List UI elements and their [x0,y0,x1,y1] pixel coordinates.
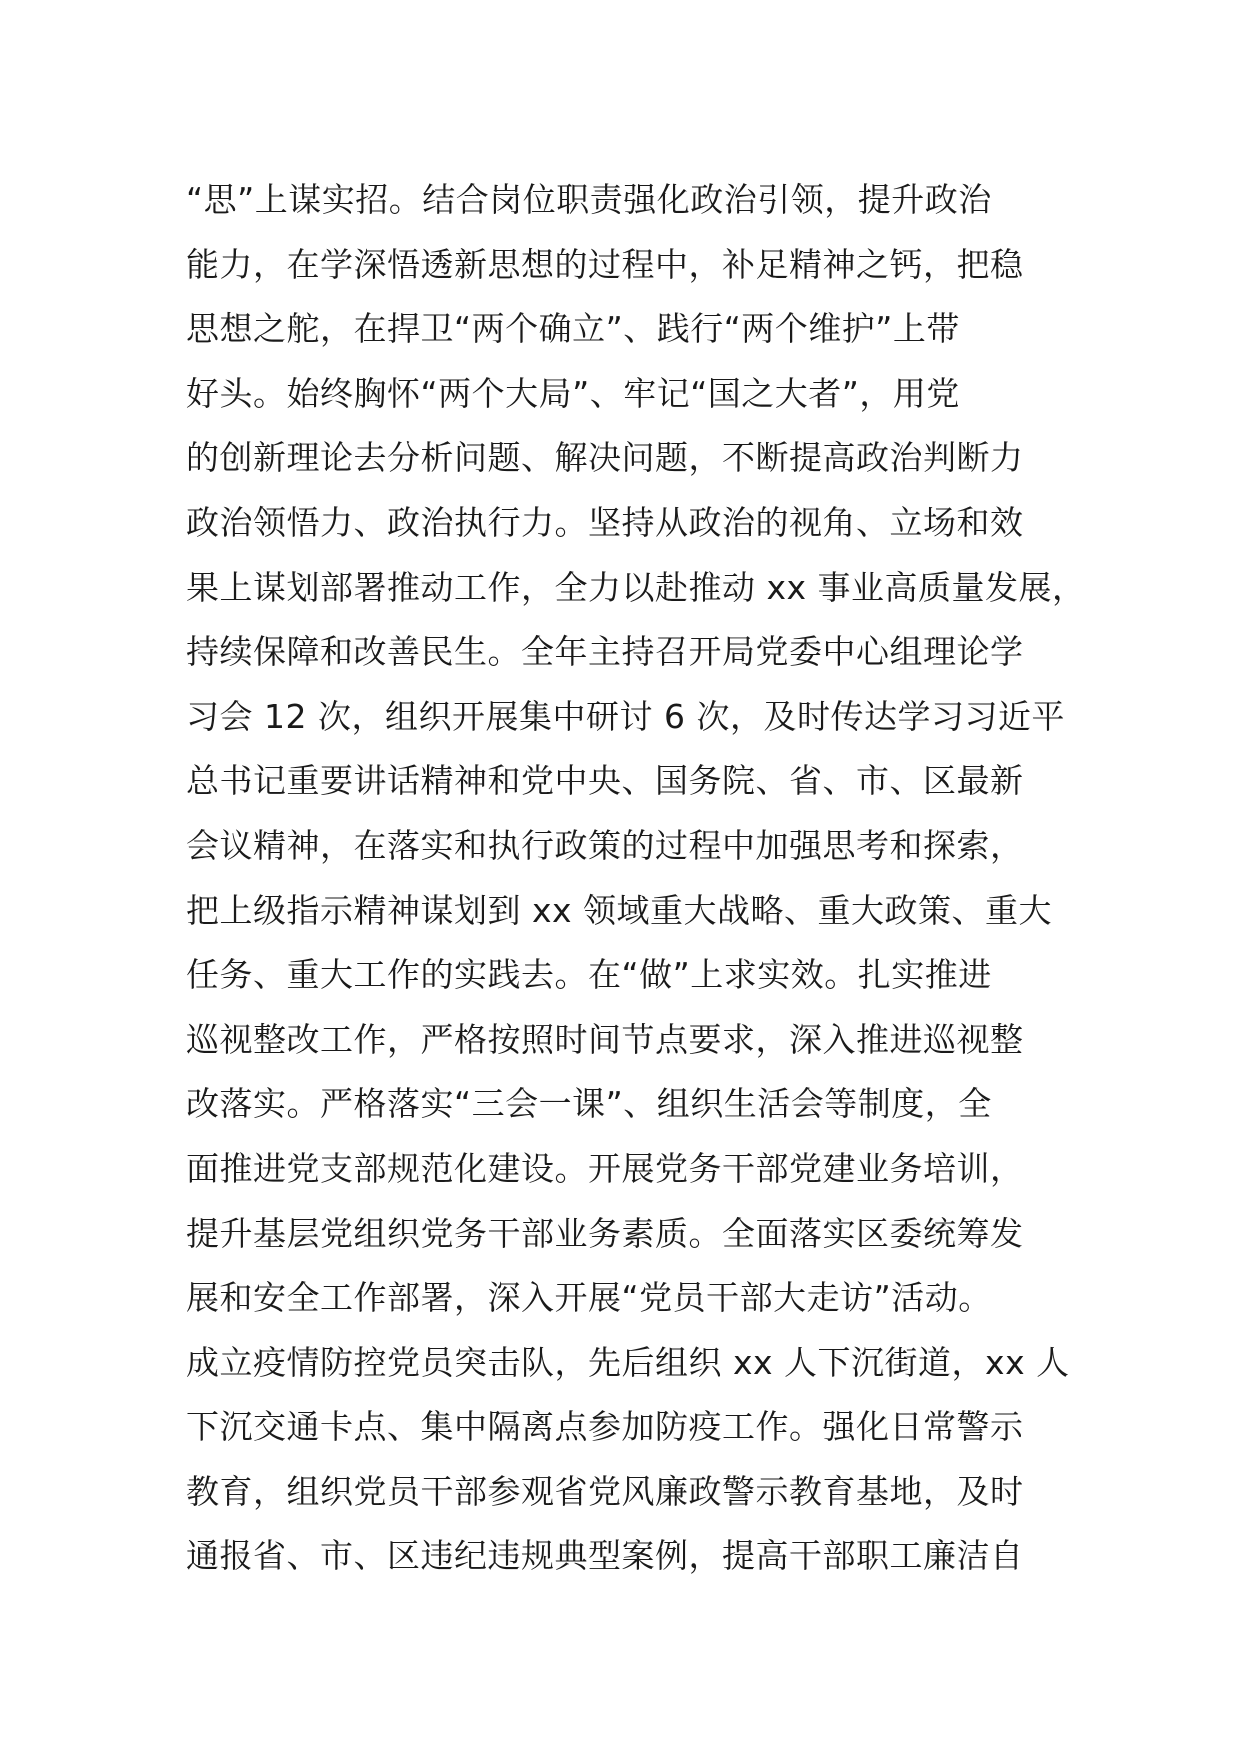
text-line: 果上谋划部署推动工作，全力以赴推动 xx 事业高质量发展， [186,567,1086,607]
text-line: 持续保障和改善民生。全年主持召开局党委中心组理论学 [186,632,1024,672]
body-paragraph [186,168,1086,1589]
text-line: 习会 12 次，组织开展集中研讨 6 次，及时传达学习习近平 [186,696,1065,736]
text-line: 思想之舵，在捍卫“两个确立”、践行“两个维护”上带 [186,309,960,349]
text-line: 成立疫情防控党员突击队，先后组织 xx 人下沉街道，xx 人 [186,1342,1070,1382]
text-line: 教育，组织党员干部参观省党风廉政警示教育基地，及时 [186,1471,1024,1511]
text-line: 总书记重要讲话精神和党中央、国务院、省、市、区最新 [186,761,1024,801]
text-line: 的创新理论去分析问题、解决问题，不断提高政治判断力 [186,438,1024,478]
text-line: 提升基层党组织党务干部业务素质。全面落实区委统筹发 [186,1213,1024,1253]
text-line: 下沉交通卡点、集中隔离点参加防疫工作。强化日常警示 [186,1407,1024,1447]
text-line: 会议精神，在落实和执行政策的过程中加强思考和探索， [186,825,1024,865]
text-line: 巡视整改工作，严格按照时间节点要求，深入推进巡视整 [186,1019,1024,1059]
text-line: 好头。始终胸怀“两个大局”、牢记“国之大者”，用党 [186,373,960,413]
text-line: 通报省、市、区违纪违规典型案例，提高干部职工廉洁自 [186,1536,1024,1576]
text-line: “思”上谋实招。结合岗位职责强化政治引领，提升政治 [186,180,992,219]
text-line: 能力，在学深悟透新思想的过程中，补足精神之钙，把稳 [186,244,1024,284]
text-line: 展和安全工作部署，深入开展“党员干部大走访”活动。 [186,1278,992,1318]
text-line: 面推进党支部规范化建设。开展党务干部党建业务培训， [186,1148,1024,1188]
text-line: 把上级指示精神谋划到 xx 领域重大战略、重大政策、重大 [186,890,1053,930]
text-line: 政治领悟力、政治执行力。坚持从政治的视角、立场和效 [186,502,1024,542]
text-line: 改落实。严格落实“三会一课”、组织生活会等制度，全 [186,1084,992,1124]
text-line: 任务、重大工作的实践去。在“做”上求实效。扎实推进 [186,955,992,995]
